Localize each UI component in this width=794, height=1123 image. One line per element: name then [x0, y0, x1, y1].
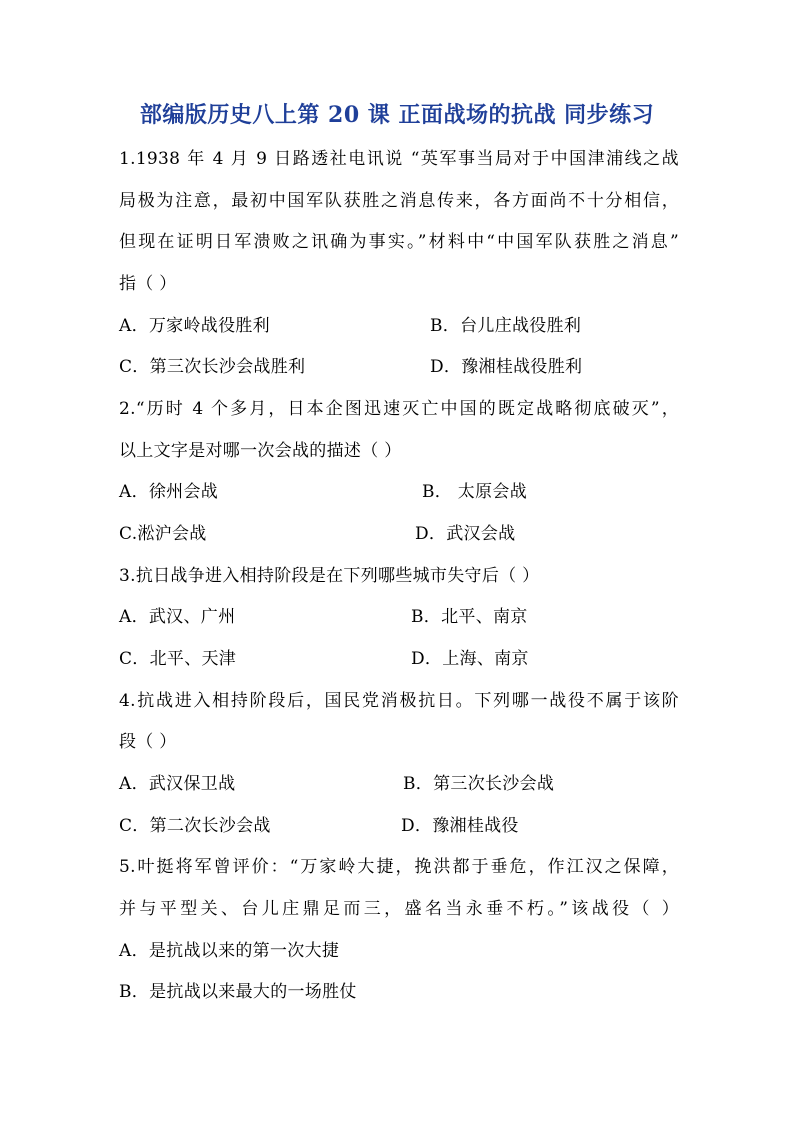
question-3-stem-line-1: 3.抗日战争进入相持阶段是在下列哪些城市失守后（ ）	[119, 566, 540, 586]
question-2-stem-line-1: 2.“历时 4 个多月，日本企图迅速灭亡中国的既定战略彻底破灭”，	[119, 399, 679, 419]
question-4-option-b: B．第三次长沙会战	[403, 774, 555, 794]
question-1-stem-line-1: 1.1938 年 4 月 9 日路透社电讯说 “英军事当局对于中国津浦线之战	[119, 149, 679, 169]
question-3-option-a: A．武汉、广州	[119, 607, 236, 627]
question-1-option-b: B．台儿庄战役胜利	[430, 316, 582, 336]
question-4-stem-line-1: 4.抗战进入相持阶段后，国民党消极抗日。下列哪一战役不属于该阶	[119, 691, 679, 711]
question-4-stem-line-2: 段（ ）	[119, 732, 177, 752]
question-2-option-c: C.淞沪会战	[119, 524, 207, 544]
question-3-option-d: D．上海、南京	[411, 649, 529, 669]
question-5-option-a: A．是抗战以来的第一次大捷	[119, 941, 340, 961]
question-1-stem-line-3: 但现在证明日军溃败之讯确为事实。”材料中“中国军队获胜之消息”	[119, 232, 679, 252]
question-5-stem-line-1: 5.叶挺将军曾评价：“万家岭大捷，挽洪都于垂危，作江汉之保障，	[119, 857, 679, 877]
question-2-stem-line-2: 以上文字是对哪一次会战的描述（ ）	[119, 441, 402, 461]
question-4-option-d: D．豫湘桂战役	[401, 816, 519, 836]
question-4-option-c: C．第二次长沙会战	[119, 816, 271, 836]
question-1-option-a: A．万家岭战役胜利	[119, 316, 270, 336]
question-2-option-b: B． 太原会战	[422, 482, 527, 502]
question-2-option-d: D．武汉会战	[415, 524, 516, 544]
question-5-option-b: B．是抗战以来最大的一场胜仗	[119, 982, 357, 1002]
question-1-option-c: C．第三次长沙会战胜利	[119, 357, 306, 377]
question-2-option-a: A．徐州会战	[119, 482, 219, 502]
question-5-stem-line-2: 并与平型关、台儿庄鼎足而三，盛名当永垂不朽。”该战役（ ）	[119, 899, 679, 919]
question-1-stem-line-2: 局极为注意，最初中国军队获胜之消息传来，各方面尚不十分相信，	[119, 191, 679, 211]
question-3-option-b: B．北平、南京	[411, 607, 528, 627]
question-1-stem-line-4: 指（ ）	[119, 274, 177, 294]
question-4-option-a: A．武汉保卫战	[119, 774, 236, 794]
page-title: 部编版历史八上第 20 课 正面战场的抗战 同步练习	[139, 102, 655, 128]
question-1-option-d: D．豫湘桂战役胜利	[430, 357, 583, 377]
question-3-option-c: C．北平、天津	[119, 649, 237, 669]
